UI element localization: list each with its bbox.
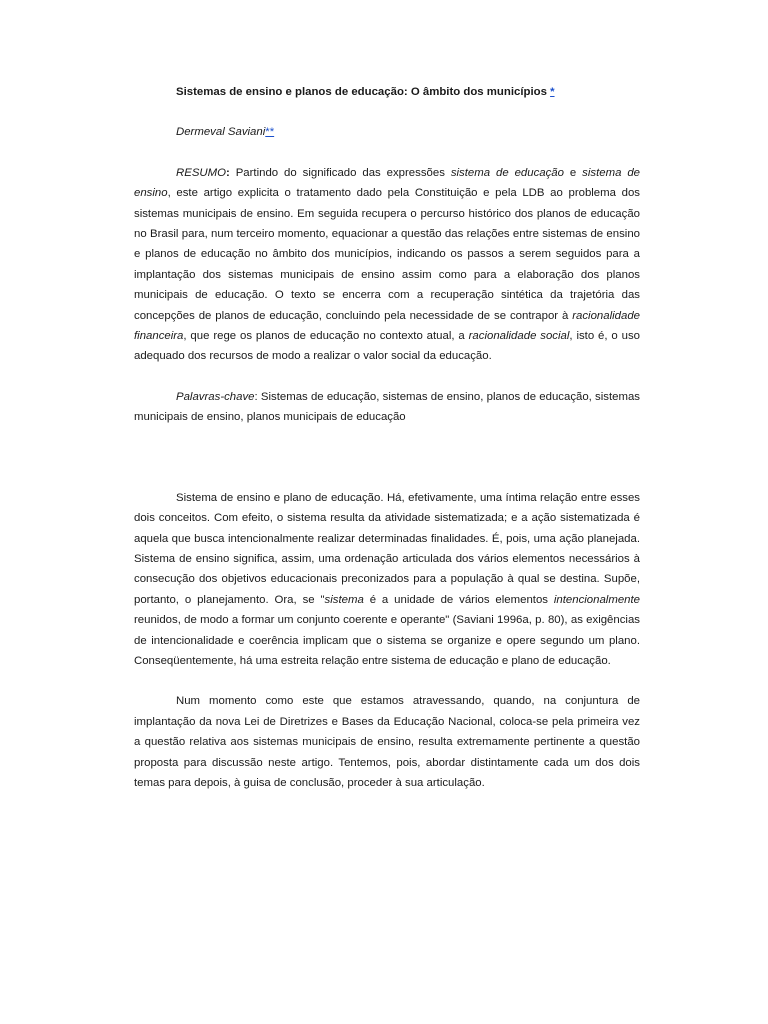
title-footnote-link[interactable]: * — [550, 86, 555, 98]
keywords-paragraph — [134, 387, 640, 428]
body-p1-text-3: reunidos, de modo a formar um conjunto coerente e operante" (Saviani 1996a, p. 80), as exigências de intencionalidade e coerência implicam que o sistema se organize e opere segundo um plano. Conseqüentemente, há uma estreita relação entre sistema de educação e plano de educação. — [134, 614, 640, 667]
abstract-text-3: , este artigo explicita o tratamento dado pela Constituição e pela LDB ao problema dos sistemas municipais de ensino. Em seguida recupera o percurso histórico dos planos de educação no Brasil para, num terceiro momento, equacionar a questão das relações entre sistemas de ensino e planos de educação no âmbito dos municípios, indicando os passos a serem seguidos para a implantação dos sistemas municipais de ensino assim como para a elaboração dos planos municipais de educação. O texto se encerra com a recuperação sintética da trajetória das concepções de planos de educação, concluindo pela necessidade de se contrapor à — [134, 187, 640, 322]
abstract-italic-3: racionalidade financeira — [134, 309, 640, 343]
article-content — [134, 82, 640, 793]
abstract-italic-4: racionalidade social — [468, 330, 570, 343]
body-paragraph-2: Num momento como este que estamos atravessando, quando, na conjuntura de implantação da nova Lei de Diretrizes e Bases da Educação Nacional, coloca-se pela primeira vez a questão relativa aos sistemas municipais de ensino, resulta extremamente pertinente a questão proposta para discussão neste artigo. Tentemos, pois, abordar distintamente cada um dos dois temas para depois, à guisa de conclusão, proceder à sua articulação. — [134, 695, 640, 789]
article-title — [134, 82, 640, 102]
keywords-text: : Sistemas de educação, sistemas de ensino, planos de educação, sistemas municipais de ensino, planos municipais de educação — [134, 390, 640, 424]
body-paragraph-1 — [134, 488, 640, 672]
body-p1-text-1: Sistema de ensino e plano de educação. Há, efetivamente, uma íntima relação entre esses dois conceitos. Com efeito, o sistema resulta da atividade sistematizada; e a ação sistematizada é aquela que busca intencionalmente realizar determinadas finalidades. É, pois, uma ação planejada. Sistema de ensino significa, assim, uma ordenação articulada dos vários elementos necessários à consecução dos objetivos educacionais preconizados para a população à qual se destina. Supõe, portanto, o planejamento. Ora, se " — [134, 491, 640, 606]
abstract-italic-1: sistema de educação — [450, 166, 564, 179]
abstract-text-4: , que rege os planos de educação no contexto atual, a — [183, 330, 469, 343]
article-author — [134, 122, 640, 142]
title-text: Sistemas de ensino e planos de educação: O âmbito dos municípios — [176, 86, 551, 98]
abstract-text-5: , isto é, o uso adequado dos recursos de modo a realizar o valor social da educação. — [134, 330, 641, 363]
keywords-label: Palavras-chave — [176, 390, 255, 403]
abstract-text-2: e — [563, 166, 583, 179]
author-name: Dermeval Saviani — [176, 126, 266, 139]
abstract-italic-2: sistema de ensino — [134, 166, 640, 200]
abstract-colon: : — [226, 166, 230, 179]
abstract-text-1: Partindo do significado das expressões — [229, 166, 451, 179]
body-p1-text-2: é a unidade de vários elementos — [363, 593, 554, 606]
abstract-label: RESUMO — [176, 166, 226, 179]
abstract-paragraph — [134, 163, 640, 367]
body-p1-italic-2: intencionalmente — [553, 593, 640, 606]
body-p1-italic-1: sistema — [324, 593, 364, 606]
author-footnote-link[interactable]: ** — [265, 126, 275, 139]
